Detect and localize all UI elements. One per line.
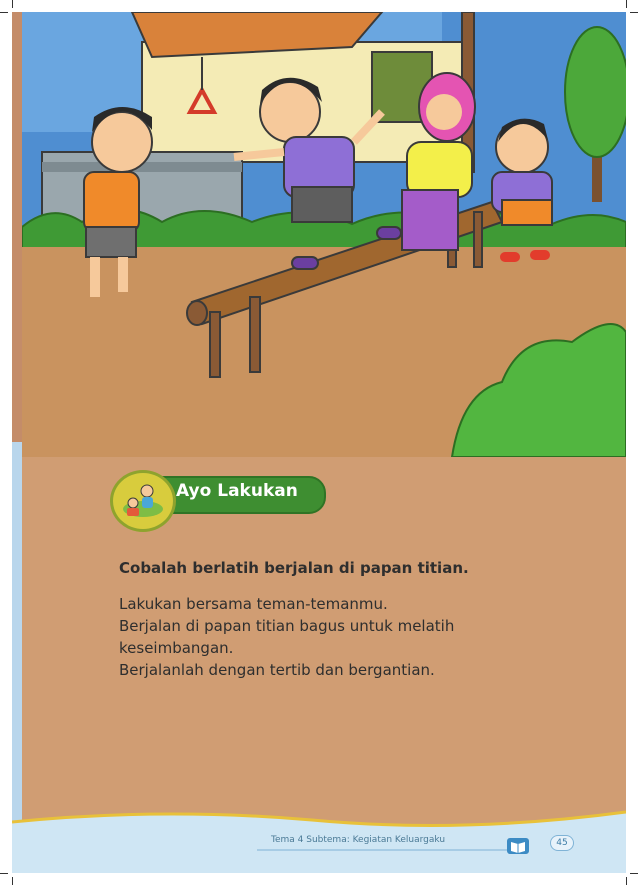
- footer-wave: [12, 792, 626, 873]
- footer-theme-text: Tema 4 Subtema: Kegiatan Keluargaku: [271, 835, 446, 845]
- crop-mark: [0, 12, 8, 13]
- instruction-line: keseimbangan.: [119, 639, 234, 657]
- crop-mark: [0, 873, 8, 874]
- instruction-text: [119, 557, 469, 681]
- instruction-line: Berjalanlah dengan tertib dan bergantian.: [119, 661, 435, 679]
- lead-sentence: Cobalah berlatih berjalan di papan titian.: [119, 559, 469, 577]
- crop-mark: [630, 873, 638, 874]
- banner-label: Ayo Lakukan: [176, 481, 298, 501]
- playground-illustration: [22, 12, 626, 457]
- book-page: [12, 12, 626, 873]
- crop-mark: [12, 0, 13, 8]
- crop-mark: [12, 877, 13, 885]
- book-icon: [507, 838, 529, 854]
- instruction-line: Berjalan di papan titian bagus untuk melatih: [119, 617, 455, 635]
- section-banner: [110, 470, 325, 530]
- page-number: 45: [550, 835, 574, 851]
- crop-mark: [630, 12, 638, 13]
- crop-mark: [626, 0, 627, 8]
- instruction-line: Lakukan bersama teman-temanmu.: [119, 595, 388, 613]
- crop-mark: [626, 877, 627, 885]
- children-playing-badge-icon: [110, 470, 176, 532]
